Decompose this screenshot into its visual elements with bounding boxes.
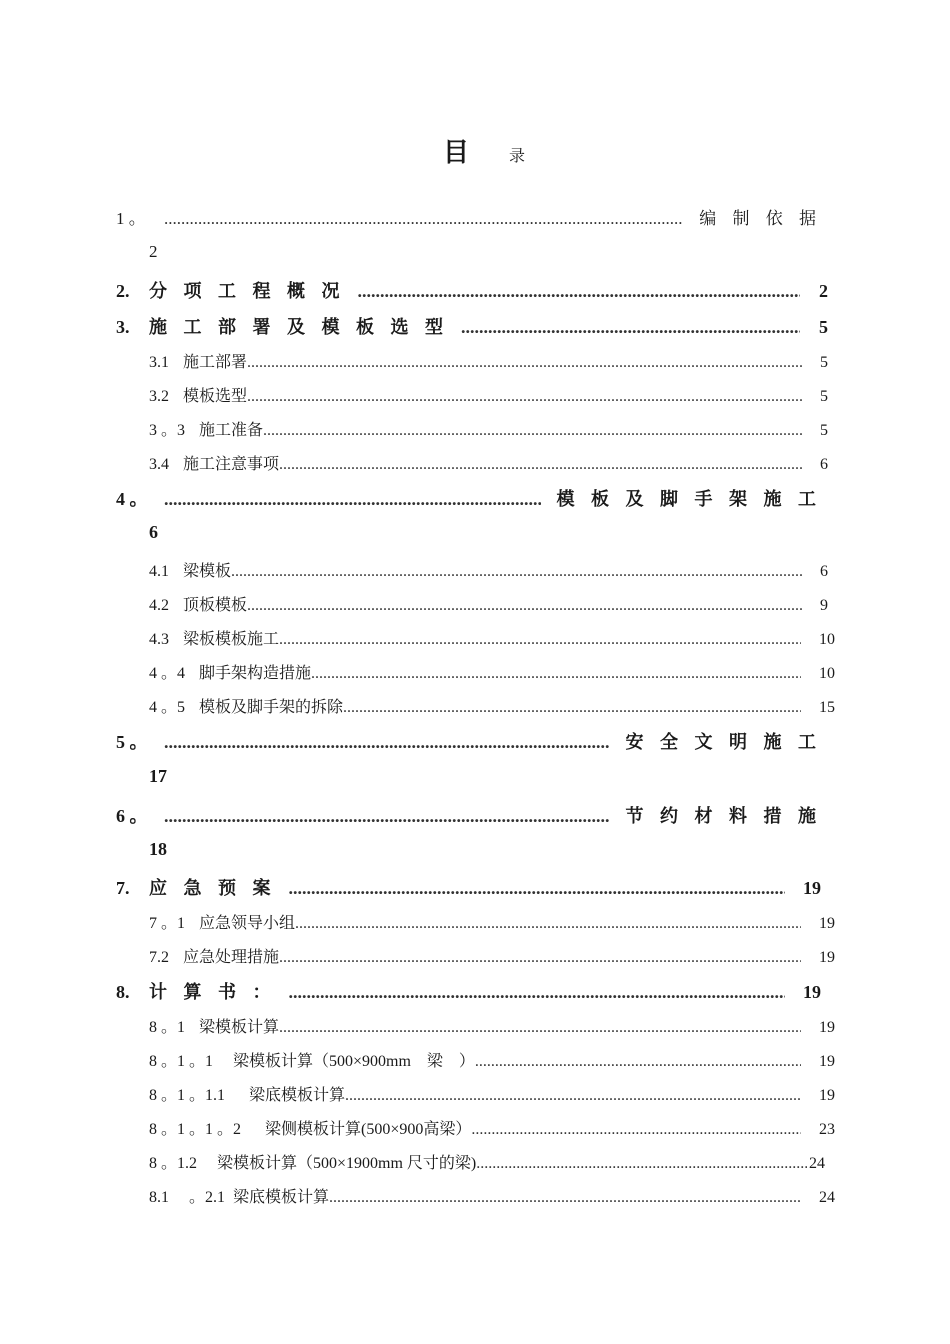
toc-entry-number: 4.2	[149, 597, 169, 614]
toc-entry-3-2[interactable]	[149, 383, 828, 406]
toc-entry-number: 4.1	[149, 563, 169, 580]
toc-leader-dots	[263, 422, 802, 440]
toc-entry-page: 6	[820, 563, 828, 580]
toc-entry-page: 19	[819, 1019, 835, 1036]
toc-leader-dots	[164, 732, 610, 753]
toc-leader-dots	[279, 1019, 801, 1037]
toc-entry-number: 7.	[116, 878, 130, 898]
toc-entry-title: 模板及脚手架的拆除	[199, 699, 344, 716]
toc-leader-dots	[164, 489, 541, 510]
toc-entry-4-2[interactable]	[149, 592, 828, 615]
toc-entry-4-1[interactable]	[149, 558, 828, 581]
toc-entry-number: 8 。1	[149, 1019, 186, 1036]
toc-entry-number: 3.	[116, 317, 130, 337]
toc-entry-title: 应急领导小组	[199, 915, 296, 932]
toc-entry-title: 编 制 依 据	[699, 209, 822, 228]
toc-leader-dots	[475, 1053, 801, 1071]
toc-entry-page: 10	[819, 631, 835, 648]
toc-entry-title: 梁底模板计算	[233, 1189, 330, 1206]
toc-entry-number: 8 。1 。1	[149, 1053, 214, 1070]
toc-leader-dots	[345, 1087, 801, 1105]
toc-entry-number: 8 。1 。1 。2	[149, 1121, 242, 1138]
toc-entry-title: 施工准备	[199, 422, 264, 439]
toc-entry-page: 2	[149, 242, 158, 261]
toc-entry-5[interactable]	[116, 728, 822, 754]
toc-entry-8-1-1-2[interactable]	[149, 1116, 835, 1139]
toc-leader-dots	[247, 388, 802, 406]
toc-entry-7-1[interactable]	[149, 910, 835, 933]
toc-entry-title: 计 算 书 ：	[149, 982, 277, 1002]
toc-entry-8-1-1-1[interactable]	[149, 1082, 835, 1105]
toc-entry-title: 梁板模板施工	[183, 631, 280, 648]
toc-title-small: 录	[509, 148, 526, 165]
toc-entry-page: 19	[803, 982, 821, 1002]
toc-leader-dots	[164, 209, 683, 229]
toc-leader-dots	[279, 456, 802, 474]
toc-entry-number: 3.4	[149, 456, 169, 473]
toc-entry-page: 5	[820, 354, 828, 371]
toc-entry-page: 23	[819, 1121, 835, 1138]
toc-entry-3-1[interactable]	[149, 349, 828, 372]
toc-entry-title: 顶板模板	[183, 597, 248, 614]
toc-entry-number: 4 。4	[149, 665, 186, 682]
toc-entry-title: 分 项 工 程 概 况	[149, 281, 346, 301]
toc-entry-number: 2.	[116, 281, 130, 301]
toc-entry-4-3[interactable]	[149, 626, 835, 649]
toc-leader-dots	[461, 317, 800, 338]
toc-entry-8-1[interactable]	[149, 1014, 835, 1037]
toc-entry-3-3[interactable]	[149, 417, 828, 440]
toc-entry-number: 8.	[116, 982, 130, 1002]
toc-entry-title: 应急处理措施	[183, 949, 280, 966]
toc-entry-page: 15	[819, 699, 835, 716]
toc-entry-title: 安 全 文 明 施 工	[625, 732, 822, 752]
toc-entry-title: 梁底模板计算	[249, 1087, 346, 1104]
toc-entry-page: 19	[803, 878, 821, 898]
toc-leader-dots	[343, 699, 801, 717]
toc-entry-3-4[interactable]	[149, 451, 828, 474]
toc-entry-page: 24	[819, 1189, 835, 1206]
toc-entry-number: 7.2	[149, 949, 169, 966]
toc-entry-page: 6	[149, 522, 158, 542]
toc-leader-dots	[329, 1189, 801, 1207]
toc-entry-8-1-2-1[interactable]	[149, 1184, 835, 1207]
toc-entry-number: 3.2	[149, 388, 169, 405]
toc-entry-number: 3.1	[149, 354, 169, 371]
toc-entry-number: 7 。1	[149, 915, 186, 932]
toc-entry-number: 6 。	[116, 806, 148, 826]
toc-title	[0, 132, 950, 168]
toc-entry-title: 脚手架构造措施	[199, 665, 312, 682]
toc-entry-page: 6	[820, 456, 828, 473]
toc-entry-page: 18	[149, 839, 167, 859]
toc-leader-dots	[358, 281, 801, 302]
toc-entry-page: 9	[820, 597, 828, 614]
toc-leader-dots	[289, 878, 786, 899]
toc-entry-title: 模板选型	[183, 388, 248, 405]
toc-entry-page: 5	[819, 317, 828, 337]
toc-title-main: 目	[443, 138, 470, 167]
toc-entry-title: 梁模板	[183, 563, 232, 580]
toc-entry-page: 24	[809, 1155, 825, 1172]
toc-entry-7-2[interactable]	[149, 944, 835, 967]
toc-leader-dots	[247, 354, 802, 372]
toc-leader-dots	[247, 597, 802, 615]
toc-entry-4-4[interactable]	[149, 660, 835, 683]
toc-entry-title: 节 约 材 料 措 施	[625, 806, 822, 826]
toc-entry-title: 模 板 及 脚 手 架 施 工	[556, 489, 822, 509]
toc-entry-title: 梁侧模板计算(500×900高梁）	[265, 1121, 472, 1138]
toc-entry-6[interactable]	[116, 802, 822, 828]
toc-entry-4[interactable]	[116, 485, 822, 511]
toc-leader-dots	[289, 982, 786, 1003]
toc-entry-number: 8 。1 。1.1	[149, 1087, 226, 1104]
toc-leader-dots	[279, 631, 801, 649]
toc-entry-page: 5	[820, 422, 828, 439]
toc-entry-title: 施工注意事项	[183, 456, 280, 473]
toc-leader-dots	[476, 1155, 807, 1173]
toc-entry-number: 4 。	[116, 489, 148, 509]
toc-entry-8-1-1[interactable]	[149, 1048, 835, 1071]
toc-entry-title: 梁模板计算	[199, 1019, 280, 1036]
toc-entry-2[interactable]	[116, 277, 828, 303]
toc-leader-dots	[231, 563, 802, 581]
toc-leader-dots	[471, 1121, 801, 1139]
toc-entry-title: 梁模板计算（500×900mm 梁 ）	[233, 1053, 475, 1070]
toc-entry-title: 施工部署	[183, 354, 248, 371]
toc-entry-number: 4.3	[149, 631, 169, 648]
toc-entry-7[interactable]	[116, 874, 821, 900]
toc-entry-title: 应 急 预 案	[149, 878, 277, 898]
toc-entry-number: 4 。5	[149, 699, 186, 716]
toc-entry-page: 2	[819, 281, 828, 301]
toc-leader-dots	[311, 665, 801, 683]
toc-entry-page: 10	[819, 665, 835, 682]
toc-entry-title: 施 工 部 署 及 模 板 选 型	[149, 317, 449, 337]
toc-entry-1[interactable]	[116, 204, 822, 229]
toc-leader-dots	[295, 915, 801, 933]
toc-entry-page: 19	[819, 1087, 835, 1104]
toc-entry-page: 19	[819, 949, 835, 966]
toc-entry-page: 17	[149, 766, 167, 786]
toc-entry-8[interactable]	[116, 978, 821, 1004]
toc-leader-dots	[279, 949, 801, 967]
toc-entry-number: 1 。	[116, 209, 146, 228]
toc-entry-page: 19	[819, 915, 835, 932]
toc-entry-page: 5	[820, 388, 828, 405]
toc-leader-dots	[164, 806, 610, 827]
toc-entry-number: 8 。1.2	[149, 1155, 198, 1172]
toc-entry-8-1-2[interactable]	[149, 1150, 825, 1173]
toc-entry-number: 3 。3	[149, 422, 186, 439]
toc-entry-number: 8.1 。2.1	[149, 1189, 226, 1206]
toc-entry-4-5[interactable]	[149, 694, 835, 717]
toc-entry-3[interactable]	[116, 313, 828, 339]
toc-entry-page: 19	[819, 1053, 835, 1070]
toc-entry-title: 梁模板计算（500×1900mm 尺寸的梁)	[217, 1155, 477, 1172]
toc-entry-number: 5 。	[116, 732, 148, 752]
